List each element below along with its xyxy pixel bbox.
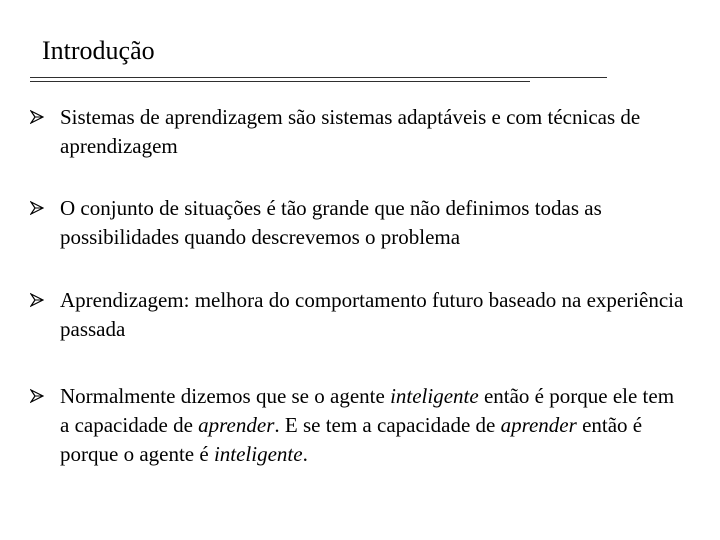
slide-title: Introdução xyxy=(42,36,155,65)
emphasized-text: inteligente xyxy=(213,442,303,466)
text-segment: Normalmente dizemos que se o agente xyxy=(60,384,391,408)
arrowhead-bullet-icon xyxy=(30,194,50,224)
text-segment: Sistemas de aprendizagem são sistemas adaptáveis e com técnicas de aprendizagem xyxy=(60,105,641,158)
text-segment: então é porque o agente é xyxy=(60,413,643,466)
arrowhead-bullet-icon xyxy=(30,103,50,133)
emphasized-text: aprender xyxy=(198,413,275,437)
text-segment: então é porque ele tem a capacidade de xyxy=(60,384,675,437)
text-segment: O conjunto de situações é tão grande que não definimos todas as possibilidades quando descrevemos o problema xyxy=(60,196,602,249)
bullet-text xyxy=(60,382,685,469)
arrowhead-bullet-icon xyxy=(30,286,50,316)
emphasized-text: aprender xyxy=(500,413,577,437)
arrowhead-bullet-icon xyxy=(30,382,50,412)
bullet-text xyxy=(60,103,685,161)
text-segment: . xyxy=(302,442,308,466)
bullet-text xyxy=(60,286,685,344)
text-segment: . E se tem a capacidade de xyxy=(274,413,501,437)
bullet-text xyxy=(60,194,685,252)
emphasized-text: inteligente xyxy=(390,384,479,408)
text-segment: Aprendizagem: melhora do comportamento futuro baseado na experiência passada xyxy=(60,288,684,341)
